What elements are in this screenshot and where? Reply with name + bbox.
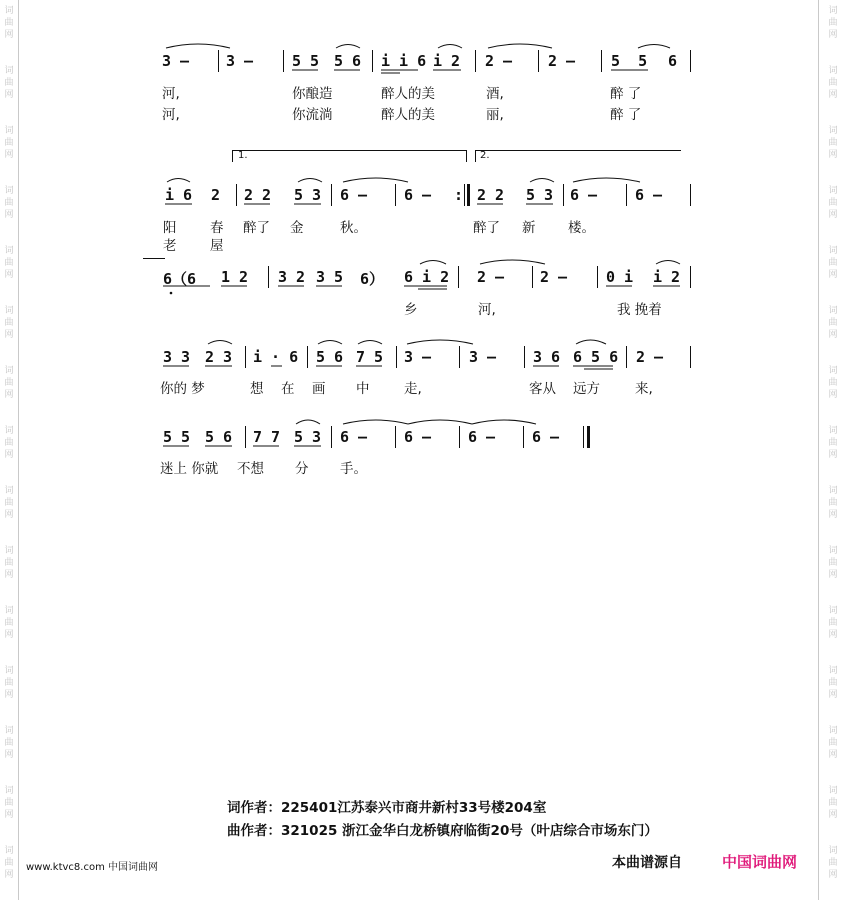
watermark-glyph: 词 — [4, 246, 14, 256]
lyric: 秋。 — [340, 220, 367, 236]
watermark-glyph: 网 — [4, 150, 14, 160]
watermark-glyph: 网 — [828, 450, 838, 460]
tie-arc — [343, 178, 408, 182]
watermark-glyph: 词 — [4, 666, 14, 676]
note-group: 6 – — [468, 428, 496, 446]
note-group: 6） — [360, 270, 385, 288]
watermark-glyph: 词 — [828, 426, 838, 436]
watermark-glyph: 网 — [4, 570, 14, 580]
note-group: 3 – — [404, 348, 432, 366]
note-group: 3 – — [469, 348, 497, 366]
watermark-glyph: 网 — [4, 630, 14, 640]
watermark-glyph: 网 — [828, 690, 838, 700]
note-group: 2 – — [548, 52, 576, 70]
octave-dots — [170, 292, 173, 295]
watermark-glyph: 曲 — [4, 798, 14, 808]
watermark-glyph: 词 — [4, 486, 14, 496]
lyric: 老 — [163, 238, 177, 254]
note-group: i · 6 — [253, 348, 299, 366]
watermark-glyph: 网 — [828, 630, 838, 640]
watermark-glyph: 网 — [4, 90, 14, 100]
note-group: 6 – — [404, 186, 432, 204]
watermark-glyph: 词 — [828, 606, 838, 616]
watermark-glyph: 词 — [828, 306, 838, 316]
lyric: 河, — [162, 107, 180, 123]
watermark-glyph: 曲 — [4, 558, 14, 568]
slur-arc — [208, 341, 232, 345]
watermark-glyph: 曲 — [4, 678, 14, 688]
tie-arc — [408, 420, 472, 424]
watermark-glyph: 网 — [4, 450, 14, 460]
watermark-glyph: 网 — [4, 210, 14, 220]
watermark-glyph: 曲 — [828, 78, 838, 88]
lyric: 春 — [210, 220, 224, 236]
note-group: 6 – — [532, 428, 560, 446]
lyric: 醉人的美 — [381, 107, 435, 123]
note-group: 3 6 — [533, 348, 561, 366]
lyric: 你的 梦 — [160, 381, 205, 397]
note-group: 6 — [668, 52, 678, 70]
lyric: 不想 — [237, 461, 264, 477]
slur-arc — [438, 45, 462, 49]
watermark-glyph: 曲 — [828, 18, 838, 28]
note-group: 5 3 — [294, 186, 322, 204]
watermark-glyph: 曲 — [828, 798, 838, 808]
lyric: 分 — [295, 461, 309, 477]
watermark-glyph: 词 — [828, 186, 838, 196]
note-group: 2 — [211, 186, 221, 204]
lyric: 你酿造 — [292, 86, 333, 102]
note-group: 6 – — [570, 186, 598, 204]
watermark-glyph: 网 — [828, 90, 838, 100]
lyric: 我 挽着 — [617, 302, 662, 318]
note-group: 5 3 — [294, 428, 322, 446]
watermark-glyph: 曲 — [828, 438, 838, 448]
watermark-glyph: 网 — [828, 750, 838, 760]
note-group: i 2 — [433, 52, 461, 70]
lyric: 醉 了 — [610, 86, 642, 102]
watermark-glyph: 词 — [4, 606, 14, 616]
note-group: i i 6 — [381, 52, 427, 70]
lyric: 想 — [250, 381, 264, 397]
note-group: 6 – — [340, 428, 368, 446]
lyric: 在 — [281, 381, 295, 397]
watermark-glyph: 曲 — [828, 738, 838, 748]
note-group: 6（6 — [163, 270, 197, 288]
tie-arc — [488, 44, 552, 48]
tie-arc — [166, 44, 230, 48]
lyric: 远方 — [573, 381, 600, 397]
watermark-glyph: 网 — [828, 330, 838, 340]
watermark-glyph: 网 — [4, 690, 14, 700]
slur-arc — [296, 420, 320, 424]
watermark-glyph: 曲 — [828, 678, 838, 688]
note-group: i 6 — [165, 186, 193, 204]
watermark-glyph: 网 — [4, 750, 14, 760]
lyric: 迷上 你就 — [160, 461, 219, 477]
note-group: 5 3 — [526, 186, 554, 204]
watermark-glyph: 网 — [828, 30, 838, 40]
lyric: 画 — [312, 381, 326, 397]
watermark-glyph: 曲 — [4, 498, 14, 508]
watermark-glyph: 词 — [4, 186, 14, 196]
watermark-glyph: 词 — [828, 666, 838, 676]
lyric: 醉了 — [243, 220, 270, 236]
volta-label-1: 1. — [238, 150, 248, 161]
watermark-glyph: 网 — [828, 150, 838, 160]
watermark-glyph: 网 — [828, 570, 838, 580]
watermark-glyph: 网 — [4, 810, 14, 820]
note-group: 2 – — [540, 268, 568, 286]
lyric: 醉 了 — [610, 107, 642, 123]
note-group: 3 – — [162, 52, 190, 70]
watermark-glyph: 网 — [828, 810, 838, 820]
note-group: 6 i 2 — [404, 268, 450, 286]
watermark-glyph: 曲 — [4, 438, 14, 448]
watermark-glyph: 网 — [4, 510, 14, 520]
lyric: 醉人的美 — [381, 86, 435, 102]
watermark-glyph: 网 — [828, 270, 838, 280]
beam-underlines — [163, 70, 680, 446]
lyric: 阳 — [163, 220, 177, 236]
lyric: 河, — [478, 302, 496, 318]
note-group: 3 3 — [163, 348, 191, 366]
slur-arc — [336, 45, 360, 49]
lyric: 醉了 — [473, 220, 500, 236]
watermark-glyph: 网 — [828, 390, 838, 400]
watermark-glyph: 曲 — [828, 858, 838, 868]
tie-arc — [472, 420, 536, 424]
watermark-glyph: 曲 — [828, 618, 838, 628]
brand-logo-text: 中国词曲网 — [722, 853, 798, 871]
tie-arc — [407, 340, 473, 344]
watermark-glyph: 曲 — [828, 198, 838, 208]
note-group: 6 5 6 — [573, 348, 619, 366]
watermark-glyph: 词 — [4, 546, 14, 556]
slur-arc — [167, 179, 190, 183]
watermark-glyph: 词 — [828, 66, 838, 76]
watermark-glyph: 曲 — [828, 378, 838, 388]
note-group: 6 – — [404, 428, 432, 446]
note-group: i 2 — [653, 268, 681, 286]
note-group: 2 2 — [244, 186, 272, 204]
slur-arc — [530, 179, 554, 183]
note-group: 7 5 — [356, 348, 384, 366]
lyricist-credit: 词作者：225401江苏泰兴市商井新村33号楼204室 — [227, 800, 547, 816]
watermark-glyph: 词 — [4, 726, 14, 736]
watermark-glyph: 曲 — [4, 18, 14, 28]
slur-arc — [638, 45, 670, 49]
watermark-glyph: 网 — [4, 270, 14, 280]
watermark-glyph: 词 — [828, 126, 838, 136]
watermark-glyph: 网 — [828, 510, 838, 520]
note-group: 1 2 — [221, 268, 249, 286]
note-group: 5 5 — [611, 52, 648, 70]
note-group: 5 5 — [163, 428, 191, 446]
watermark-glyph: 曲 — [4, 618, 14, 628]
watermark-glyph: 词 — [828, 846, 838, 856]
watermark-glyph: 曲 — [828, 318, 838, 328]
tie-arc — [573, 178, 640, 182]
note-group: 2 3 — [205, 348, 233, 366]
watermark-glyph: 词 — [4, 786, 14, 796]
slur-arc — [298, 179, 322, 183]
lyric: 楼。 — [568, 220, 595, 236]
watermark-glyph: 词 — [828, 726, 838, 736]
watermark-glyph: 网 — [828, 870, 838, 880]
lyric: 客从 — [529, 381, 556, 397]
source-label: 本曲谱源自 — [612, 855, 682, 871]
note-group: 3 2 — [278, 268, 306, 286]
watermark-glyph: 词 — [4, 366, 14, 376]
lyric: 酒, — [486, 86, 504, 102]
note-group: 5 6 — [316, 348, 344, 366]
slur-arc — [358, 341, 382, 345]
watermark-glyph: 网 — [4, 390, 14, 400]
watermark-glyph: 曲 — [4, 858, 14, 868]
watermark-glyph: 词 — [4, 66, 14, 76]
watermark-glyph: 词 — [828, 786, 838, 796]
watermark-glyph: 曲 — [4, 78, 14, 88]
note-group: 2 – — [485, 52, 513, 70]
note-group: 5 6 — [334, 52, 362, 70]
watermark-glyph: 词 — [4, 846, 14, 856]
lyric: 你流淌 — [292, 107, 333, 123]
watermark-glyph: 曲 — [4, 738, 14, 748]
slur-arc — [576, 340, 606, 344]
watermark-glyph: 词 — [4, 6, 14, 16]
site-url-text: www.ktvc8.com 中国词曲网 — [26, 862, 159, 873]
note-group: 6 – — [635, 186, 663, 204]
note-group: 5 6 — [205, 428, 233, 446]
watermark-glyph: 曲 — [4, 198, 14, 208]
note-group: 3 – — [226, 52, 254, 70]
watermark-glyph: 曲 — [828, 558, 838, 568]
note-group: 2 2 — [477, 186, 505, 204]
watermark-glyph: 词 — [4, 426, 14, 436]
watermark-glyph: 曲 — [4, 258, 14, 268]
note-group: 6 – — [340, 186, 368, 204]
note-group: 2 – — [477, 268, 505, 286]
watermark-glyph: 曲 — [828, 138, 838, 148]
note-group: 5 5 — [292, 52, 320, 70]
lyric: 走, — [404, 381, 422, 397]
watermark-glyph: 词 — [828, 246, 838, 256]
note-group: 0 i — [606, 268, 634, 286]
repeat-dots: : — [454, 186, 464, 204]
lyric: 丽, — [486, 107, 504, 123]
tie-arc — [480, 260, 545, 264]
note-group: 2 – — [636, 348, 664, 366]
lyric: 河, — [162, 86, 180, 102]
watermark-glyph: 曲 — [828, 258, 838, 268]
lyric: 金 — [290, 220, 304, 236]
lyric: 新 — [522, 220, 536, 236]
note-group: 3 5 — [316, 268, 344, 286]
lyric: 中 — [356, 381, 370, 397]
watermark-glyph: 词 — [828, 486, 838, 496]
watermark-glyph: 词 — [4, 126, 14, 136]
watermark-glyph: 网 — [4, 330, 14, 340]
watermark-glyph: 曲 — [4, 318, 14, 328]
lyric: 屋 — [210, 238, 224, 254]
watermark-glyph: 网 — [4, 870, 14, 880]
slur-arc — [318, 341, 342, 345]
watermark-glyph: 曲 — [828, 498, 838, 508]
slur-arc — [420, 261, 446, 265]
watermark-glyph: 词 — [828, 546, 838, 556]
watermark-glyph: 网 — [4, 30, 14, 40]
watermark-glyph: 曲 — [4, 138, 14, 148]
lyric: 来, — [635, 381, 653, 397]
watermark-glyph: 曲 — [4, 378, 14, 388]
volta-label-2: 2. — [480, 150, 490, 161]
watermark-glyph: 网 — [828, 210, 838, 220]
lyric: 乡 — [404, 302, 418, 318]
slur-arc — [656, 261, 680, 265]
watermark-glyph: 词 — [828, 366, 838, 376]
lyric: 手。 — [340, 461, 367, 477]
tie-arc — [343, 420, 408, 424]
composer-credit: 曲作者：321025 浙江金华白龙桥镇府临街20号（叶店综合市场东门） — [227, 823, 658, 839]
watermark-glyph: 词 — [4, 306, 14, 316]
note-group: 7 7 — [253, 428, 281, 446]
watermark-glyph: 词 — [828, 6, 838, 16]
